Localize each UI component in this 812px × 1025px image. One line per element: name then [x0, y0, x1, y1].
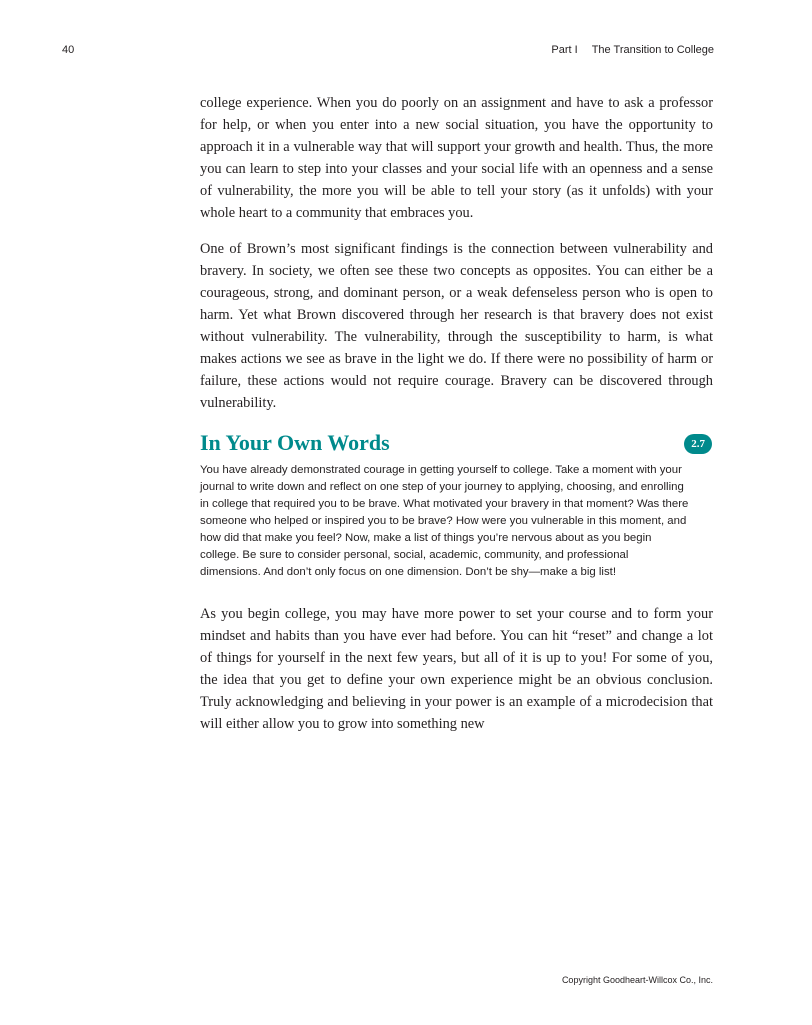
- exercise-title: In Your Own Words: [200, 430, 390, 455]
- exercise-number-badge: 2.7: [684, 434, 712, 454]
- running-head: [551, 44, 714, 56]
- body-paragraph-1: college experience. When you do poorly on an assignment and have to ask a professor for help, or when you enter into a new social situation, you have the opportunity to approach it in a vulnerable way that will support your growth and health. Thus, the more you can learn to step into your classes and your social life with an openness and a sense of vulnerability, the more you will be able to tell your story (as it unfolds) with your whole heart to a community that embraces you.: [200, 95, 713, 221]
- exercise-prompt: You have already demonstrated courage in getting yourself to college. Take a moment with your journal to write down and reflect on one step of your journey to applying, choosing, and enrolling in college that required you to be brave. What motivated your bravery in that moment? Was there someone who helped or inspired you to be brave? How were you vulnerable in this moment, and how did that make you feel? Now, make a list of things you’re nervous about as you begin college. Be sure to consider personal, social, academic, community, and professional dimensions. And don’t only focus on one dimension. Don’t be shy—make a big list!: [200, 464, 689, 578]
- body-paragraph-3: As you begin college, you may have more power to set your course and to form your mindset and habits than you have ever had before. You can hit “reset” and change a lot of things for yourself in the next few years, but all of it is up to you! For some of you, the idea that you get to define your own experience might be an obvious conclusion. Truly acknowledging and believing in your power is an example of a microdecision that will either allow you to grow into something new: [200, 606, 713, 732]
- page-number: 40: [62, 44, 75, 56]
- page-header: [62, 44, 714, 60]
- part-label: Part I: [551, 44, 578, 56]
- exercise-section: [200, 428, 713, 581]
- page-content: [200, 92, 713, 749]
- chapter-title: The Transition to College: [591, 44, 714, 56]
- copyright-footer: Copyright Goodheart-Willcox Co., Inc.: [561, 975, 713, 985]
- body-paragraph-2: One of Brown’s most significant findings is the connection between vulnerability and bravery. In society, we often see these two concepts as opposites. You can either be a courageous, strong, and dominant person, or a weak defenseless person who is open to harm. Yet what Brown discovered through her research is that bravery does not exist without vulnerability. The vulnerability, through the susceptibility to harm, is what makes actions we see as brave in the light we do. If there were no possibility of harm or failure, these actions would not require courage. Bravery can be discovered through vulnerability.: [200, 241, 713, 411]
